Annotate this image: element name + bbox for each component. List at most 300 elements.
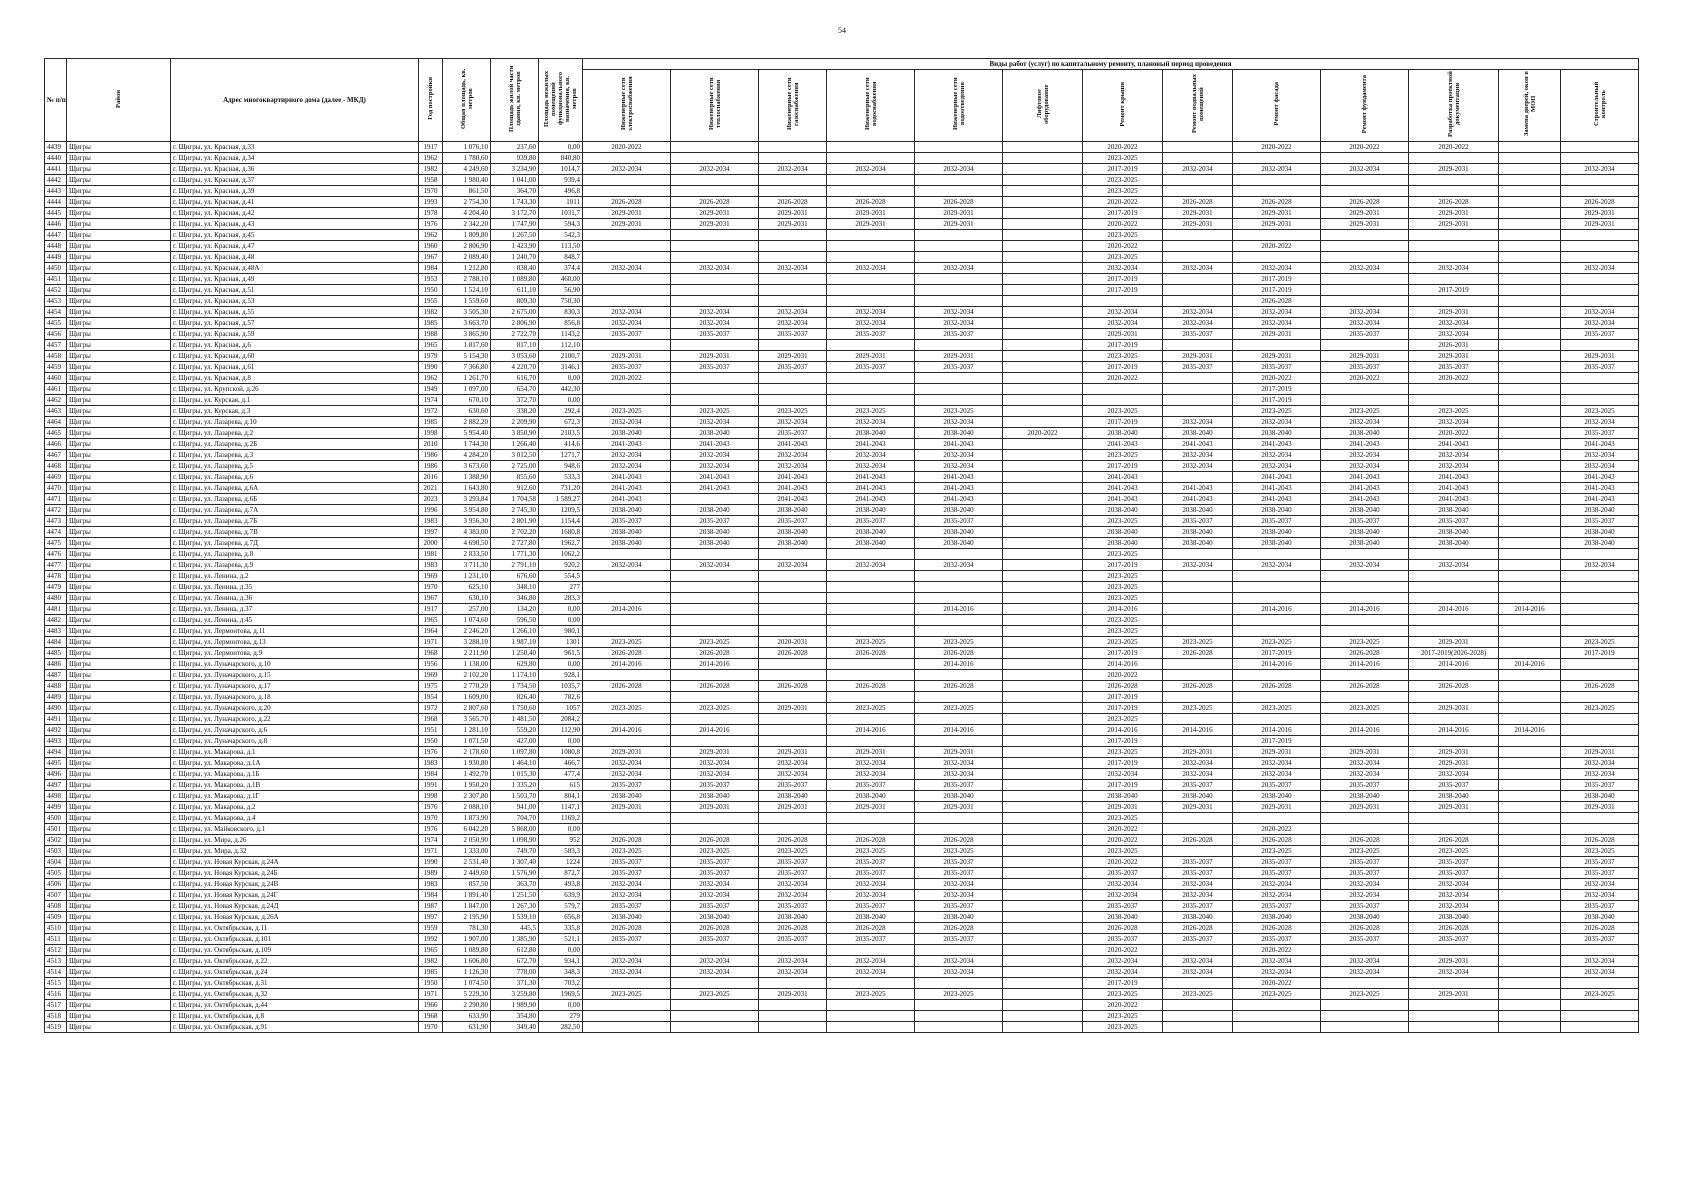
header-work-4 — [915, 70, 1003, 142]
row-work-period — [1163, 1000, 1233, 1011]
row-work-period — [1003, 296, 1083, 307]
row-work-period — [759, 296, 827, 307]
row-work-period — [1499, 439, 1561, 450]
row-work-period: 2035-2037 — [759, 934, 827, 945]
table-row — [45, 1022, 1639, 1033]
table-row — [45, 978, 1639, 989]
row-work-period — [1499, 505, 1561, 516]
row-year: 1992 — [419, 934, 443, 945]
row-work-period — [1163, 1022, 1233, 1033]
row-living-area: 354,80 — [491, 1011, 539, 1022]
row-work-period: 2032-2034 — [1233, 758, 1321, 769]
row-work-period — [1003, 604, 1083, 615]
table-row — [45, 615, 1639, 626]
row-address: г. Щигры, ул. Ленина, д.2 — [171, 571, 419, 582]
row-living-area: 346,80 — [491, 593, 539, 604]
row-work-period — [1321, 615, 1409, 626]
row-work-period: 2032-2034 — [915, 879, 1003, 890]
row-num: 4485 — [45, 648, 67, 659]
row-work-period: 2032-2034 — [1163, 450, 1233, 461]
row-work-period: 2032-2034 — [759, 263, 827, 274]
row-work-period: 2032-2034 — [1561, 417, 1639, 428]
row-address: г. Щигры, ул. Лазарева, д.3 — [171, 450, 419, 461]
row-district: Щигры — [67, 791, 171, 802]
row-work-period: 2038-2040 — [1321, 428, 1409, 439]
row-work-period — [671, 186, 759, 197]
row-work-period: 2035-2037 — [759, 901, 827, 912]
row-work-period: 2020-2022 — [1083, 219, 1163, 230]
row-living-area: 1 423,90 — [491, 241, 539, 252]
row-address: г. Щигры, ул. Лазарева, д.10 — [171, 417, 419, 428]
row-work-period — [1561, 945, 1639, 956]
row-work-period: 2017-2019 — [1561, 648, 1639, 659]
row-living-area: 616,70 — [491, 373, 539, 384]
row-work-period: 2032-2034 — [671, 263, 759, 274]
row-work-period — [1321, 571, 1409, 582]
row-work-period: 2035-2037 — [1321, 934, 1409, 945]
table-row — [45, 934, 1639, 945]
row-work-period: 2035-2037 — [1163, 857, 1233, 868]
table-row — [45, 769, 1639, 780]
row-work-period: 2032-2034 — [827, 769, 915, 780]
row-work-period — [1003, 857, 1083, 868]
row-work-period — [1163, 604, 1233, 615]
row-year: 1990 — [419, 857, 443, 868]
row-nonres-area: 1143,2 — [539, 329, 583, 340]
row-nonres-area: 0,00 — [539, 142, 583, 153]
row-work-period: 2029-2031 — [1561, 351, 1639, 362]
row-work-period — [1003, 681, 1083, 692]
row-work-period: 2038-2040 — [583, 527, 671, 538]
row-work-period: 2020-2031 — [759, 637, 827, 648]
row-work-period: 2035-2037 — [1233, 780, 1321, 791]
header-year: Год постройки — [419, 59, 443, 142]
row-address: г. Щигры, ул. Октябрьская, д.109 — [171, 945, 419, 956]
row-work-period: 2041-2043 — [1561, 494, 1639, 505]
row-living-area: 1 771,30 — [491, 549, 539, 560]
row-year: 1917 — [419, 142, 443, 153]
row-work-period — [759, 736, 827, 747]
row-district: Щигры — [67, 846, 171, 857]
table-row — [45, 670, 1639, 681]
row-year: 1958 — [419, 175, 443, 186]
row-num: 4501 — [45, 824, 67, 835]
row-work-period — [1233, 230, 1321, 241]
row-work-period — [1561, 1022, 1639, 1033]
row-district: Щигры — [67, 703, 171, 714]
row-work-period: 2032-2034 — [1321, 164, 1409, 175]
row-year: 1997 — [419, 912, 443, 923]
row-living-area: 1 250,40 — [491, 648, 539, 659]
row-num: 4503 — [45, 846, 67, 857]
row-work-period: 2017-2019 — [1409, 285, 1499, 296]
row-work-period: 2026-2028 — [915, 835, 1003, 846]
row-work-period — [583, 692, 671, 703]
row-work-period — [1561, 384, 1639, 395]
row-work-period: 2017-2019 — [1083, 780, 1163, 791]
row-work-period: 2029-2031 — [915, 208, 1003, 219]
table-row — [45, 560, 1639, 571]
row-nonres-area: 830,3 — [539, 307, 583, 318]
row-work-period — [1499, 989, 1561, 1000]
row-work-period — [1003, 362, 1083, 373]
row-district: Щигры — [67, 483, 171, 494]
row-work-period — [1561, 1000, 1639, 1011]
row-work-period: 2038-2040 — [1163, 538, 1233, 549]
row-num: 4487 — [45, 670, 67, 681]
table-row — [45, 428, 1639, 439]
row-work-period — [915, 626, 1003, 637]
row-living-area: 1 750,60 — [491, 703, 539, 714]
table-row — [45, 923, 1639, 934]
row-work-period — [827, 186, 915, 197]
row-living-area: 364,70 — [491, 186, 539, 197]
row-work-period: 2035-2037 — [759, 329, 827, 340]
row-living-area: 2 209,90 — [491, 417, 539, 428]
row-work-period — [1499, 263, 1561, 274]
row-nonres-area: 1969,5 — [539, 989, 583, 1000]
row-work-period: 2032-2034 — [1083, 890, 1163, 901]
row-year: 1967 — [419, 252, 443, 263]
row-work-period — [1561, 373, 1639, 384]
row-work-period: 2023-2025 — [827, 703, 915, 714]
row-work-period — [1233, 175, 1321, 186]
row-work-period — [1499, 549, 1561, 560]
row-district: Щигры — [67, 802, 171, 813]
row-work-period — [1163, 395, 1233, 406]
row-work-period — [1409, 395, 1499, 406]
row-work-period — [1321, 1022, 1409, 1033]
row-living-area: 3 234,90 — [491, 164, 539, 175]
row-work-period: 2035-2037 — [1083, 901, 1163, 912]
row-num: 4469 — [45, 472, 67, 483]
row-work-period — [1409, 582, 1499, 593]
row-work-period — [915, 593, 1003, 604]
table-row — [45, 736, 1639, 747]
row-district: Щигры — [67, 230, 171, 241]
row-work-period — [1499, 450, 1561, 461]
row-work-period — [671, 230, 759, 241]
row-work-period: 2029-2031 — [759, 747, 827, 758]
row-work-period: 2032-2034 — [671, 956, 759, 967]
row-district: Щигры — [67, 296, 171, 307]
row-work-period — [1561, 725, 1639, 736]
row-work-period — [1003, 989, 1083, 1000]
table-row — [45, 219, 1639, 230]
row-work-period: 2026-2028 — [1561, 835, 1639, 846]
row-work-period — [1003, 483, 1083, 494]
row-work-period — [1409, 296, 1499, 307]
row-work-period: 2023-2025 — [1561, 846, 1639, 857]
row-work-period: 2023-2025 — [1083, 615, 1163, 626]
row-work-period: 2023-2025 — [1321, 846, 1409, 857]
row-work-period: 2032-2034 — [1083, 967, 1163, 978]
row-work-period: 2041-2043 — [1233, 439, 1321, 450]
row-work-period: 2032-2034 — [1233, 956, 1321, 967]
row-work-period — [1163, 1011, 1233, 1022]
row-year: 1978 — [419, 208, 443, 219]
row-work-period — [759, 824, 827, 835]
row-work-period — [671, 736, 759, 747]
row-year: 1959 — [419, 923, 443, 934]
row-district: Щигры — [67, 747, 171, 758]
row-work-period: 2038-2040 — [1409, 505, 1499, 516]
row-work-period — [1163, 615, 1233, 626]
row-district: Щигры — [67, 736, 171, 747]
row-work-period: 2035-2037 — [583, 780, 671, 791]
row-work-period — [1499, 1011, 1561, 1022]
row-work-period: 2041-2043 — [1083, 483, 1163, 494]
table-row — [45, 582, 1639, 593]
row-work-period — [915, 395, 1003, 406]
row-nonres-area: 3146,1 — [539, 362, 583, 373]
row-work-period: 2014-2016 — [915, 604, 1003, 615]
row-work-period: 2035-2037 — [1321, 857, 1409, 868]
row-address: г. Щигры, ул. Макарова, д.2 — [171, 802, 419, 813]
row-work-period: 2029-2031 — [671, 747, 759, 758]
row-work-period: 2023-2025 — [915, 637, 1003, 648]
table-row — [45, 912, 1639, 923]
row-work-period — [583, 384, 671, 395]
row-year: 1979 — [419, 351, 443, 362]
row-work-period: 2032-2034 — [915, 318, 1003, 329]
row-work-period: 2020-2022 — [1083, 1000, 1163, 1011]
header-nonres-area: Площадь нежилых помещений функционального назначения, кв. метров — [539, 59, 583, 142]
row-work-period: 2029-2031 — [1561, 219, 1639, 230]
row-work-period — [1499, 296, 1561, 307]
row-district: Щигры — [67, 956, 171, 967]
row-work-period: 2041-2043 — [827, 439, 915, 450]
row-work-period — [759, 175, 827, 186]
row-nonres-area: 1962,7 — [539, 538, 583, 549]
row-nonres-area: 496,8 — [539, 186, 583, 197]
row-work-period — [1409, 1000, 1499, 1011]
row-num: 4468 — [45, 461, 67, 472]
row-work-period — [1561, 241, 1639, 252]
row-work-period — [915, 230, 1003, 241]
row-work-period: 2035-2037 — [671, 516, 759, 527]
row-work-period — [915, 340, 1003, 351]
row-work-period — [759, 1011, 827, 1022]
row-district: Щигры — [67, 835, 171, 846]
row-work-period: 2032-2034 — [1163, 890, 1233, 901]
row-work-period: 2029-2031 — [1321, 747, 1409, 758]
row-work-period — [915, 252, 1003, 263]
row-work-period — [1499, 186, 1561, 197]
row-living-area: 2 725,00 — [491, 461, 539, 472]
row-work-period — [1499, 791, 1561, 802]
table-row — [45, 879, 1639, 890]
row-work-period: 2041-2043 — [759, 483, 827, 494]
row-work-period — [1003, 527, 1083, 538]
row-year: 1969 — [419, 670, 443, 681]
row-work-period: 2032-2034 — [1321, 307, 1409, 318]
row-work-period: 2026-2028 — [1163, 197, 1233, 208]
row-total-area: 1 817,60 — [443, 340, 491, 351]
row-work-period: 2029-2031 — [827, 747, 915, 758]
row-work-period: 2023-2025 — [827, 406, 915, 417]
row-district: Щигры — [67, 142, 171, 153]
row-work-period — [1499, 461, 1561, 472]
row-work-period: 2029-2031 — [583, 802, 671, 813]
row-nonres-area: 460,00 — [539, 274, 583, 285]
table-row — [45, 395, 1639, 406]
row-work-period: 2023-2025 — [671, 637, 759, 648]
row-work-period: 2032-2034 — [671, 307, 759, 318]
row-work-period — [1499, 879, 1561, 890]
row-living-area: 1 503,70 — [491, 791, 539, 802]
row-work-period: 2032-2034 — [583, 879, 671, 890]
row-work-period: 2023-2025 — [671, 406, 759, 417]
row-living-area: 1 481,50 — [491, 714, 539, 725]
row-work-period — [1499, 582, 1561, 593]
row-work-period: 2038-2040 — [759, 527, 827, 538]
row-work-period — [1499, 835, 1561, 846]
row-work-period — [1003, 747, 1083, 758]
row-district: Щигры — [67, 912, 171, 923]
row-work-period — [827, 736, 915, 747]
row-address: г. Щигры, ул. Новая Курская, д.24Г — [171, 890, 419, 901]
row-work-period: 2026-2028 — [1083, 681, 1163, 692]
row-living-area: 2 791,10 — [491, 560, 539, 571]
row-work-period — [827, 626, 915, 637]
row-work-period: 2032-2034 — [1561, 560, 1639, 571]
row-work-period — [827, 824, 915, 835]
row-address: г. Щигры, ул. Красная, д.45 — [171, 230, 419, 241]
row-work-period — [671, 604, 759, 615]
row-nonres-area: 934,1 — [539, 956, 583, 967]
row-work-period: 2023-2025 — [915, 989, 1003, 1000]
header-district: Район — [67, 59, 171, 142]
row-district: Щигры — [67, 604, 171, 615]
row-work-period — [1003, 725, 1083, 736]
row-year: 1968 — [419, 648, 443, 659]
row-year: 1951 — [419, 725, 443, 736]
row-work-period: 2032-2034 — [759, 318, 827, 329]
row-total-area: 2 102,20 — [443, 670, 491, 681]
row-work-period: 2035-2037 — [759, 780, 827, 791]
row-work-period — [671, 571, 759, 582]
row-work-period: 2026-2028 — [827, 681, 915, 692]
row-work-period: 2032-2034 — [1321, 956, 1409, 967]
row-work-period: 2026-2028 — [759, 681, 827, 692]
row-work-period: 2023-2025 — [827, 637, 915, 648]
row-work-period — [827, 340, 915, 351]
row-nonres-area: 961,5 — [539, 648, 583, 659]
row-work-period: 2032-2034 — [671, 879, 759, 890]
table-row — [45, 780, 1639, 791]
row-work-period: 2032-2034 — [1409, 769, 1499, 780]
row-living-area: 629,80 — [491, 659, 539, 670]
row-work-period: 2041-2043 — [1163, 494, 1233, 505]
row-work-period: 2032-2034 — [827, 164, 915, 175]
row-work-period — [1561, 1011, 1639, 1022]
row-num: 4466 — [45, 439, 67, 450]
row-work-period — [827, 571, 915, 582]
row-work-period: 2023-2025 — [1409, 846, 1499, 857]
row-work-period — [759, 1000, 827, 1011]
row-total-area: 2 050,90 — [443, 835, 491, 846]
row-work-period: 2029-2031 — [1409, 307, 1499, 318]
row-work-period: 2032-2034 — [671, 417, 759, 428]
row-work-period: 2035-2037 — [827, 868, 915, 879]
row-work-period: 2035-2037 — [759, 857, 827, 868]
row-work-period — [583, 549, 671, 560]
row-work-period: 2032-2034 — [759, 890, 827, 901]
row-district: Щигры — [67, 615, 171, 626]
table-row — [45, 318, 1639, 329]
row-work-period — [1409, 241, 1499, 252]
row-work-period: 2026-2028 — [671, 681, 759, 692]
header-work-11 — [1499, 70, 1561, 142]
row-work-period: 2038-2040 — [1409, 912, 1499, 923]
row-address: г. Щигры, ул. Макарова, д.1Г — [171, 791, 419, 802]
row-work-period: 2032-2034 — [759, 758, 827, 769]
row-work-period: 2032-2034 — [1233, 769, 1321, 780]
row-work-period: 2023-2025 — [1163, 703, 1233, 714]
row-work-period — [827, 241, 915, 252]
row-work-period: 2023-2025 — [1233, 703, 1321, 714]
row-work-period: 2035-2037 — [1233, 868, 1321, 879]
row-district: Щигры — [67, 329, 171, 340]
table-row — [45, 747, 1639, 758]
table-row — [45, 802, 1639, 813]
row-work-period: 2023-2025 — [583, 637, 671, 648]
row-nonres-area: 2103,5 — [539, 428, 583, 439]
row-year: 1950 — [419, 736, 443, 747]
row-work-period — [583, 153, 671, 164]
row-num: 4505 — [45, 868, 67, 879]
row-work-period — [915, 384, 1003, 395]
row-district: Щигры — [67, 186, 171, 197]
row-work-period: 2041-2043 — [1163, 439, 1233, 450]
row-work-period — [1233, 593, 1321, 604]
row-work-period: 2017-2019 — [1083, 417, 1163, 428]
row-work-period: 2032-2034 — [671, 560, 759, 571]
row-living-area: 363,70 — [491, 879, 539, 890]
row-year: 1984 — [419, 890, 443, 901]
row-work-period: 2026-2028 — [1321, 681, 1409, 692]
row-living-area: 2 806,90 — [491, 318, 539, 329]
row-total-area: 2 089,40 — [443, 252, 491, 263]
row-work-period: 2032-2034 — [1561, 318, 1639, 329]
row-work-period — [759, 252, 827, 263]
row-work-period: 2029-2031 — [1321, 219, 1409, 230]
row-work-period — [1003, 934, 1083, 945]
row-work-period — [1233, 1011, 1321, 1022]
row-work-period — [1561, 175, 1639, 186]
row-work-period — [915, 978, 1003, 989]
row-work-period: 2020-2022 — [1409, 428, 1499, 439]
row-work-period — [671, 494, 759, 505]
row-district: Щигры — [67, 1011, 171, 1022]
row-work-period — [759, 241, 827, 252]
row-living-area: 348,10 — [491, 582, 539, 593]
row-work-period: 2032-2034 — [1561, 879, 1639, 890]
row-work-period: 2029-2031 — [827, 208, 915, 219]
row-work-period — [1499, 692, 1561, 703]
row-work-period: 2032-2034 — [915, 450, 1003, 461]
row-work-period — [1003, 230, 1083, 241]
row-work-period: 2032-2034 — [1321, 461, 1409, 472]
row-work-period: 2041-2043 — [1083, 494, 1163, 505]
row-work-period: 2041-2043 — [759, 472, 827, 483]
table-row — [45, 241, 1639, 252]
row-nonres-area: 1 589,27 — [539, 494, 583, 505]
row-total-area: 1 809,80 — [443, 230, 491, 241]
row-living-area: 2 722,70 — [491, 329, 539, 340]
row-work-period: 2038-2040 — [1321, 505, 1409, 516]
